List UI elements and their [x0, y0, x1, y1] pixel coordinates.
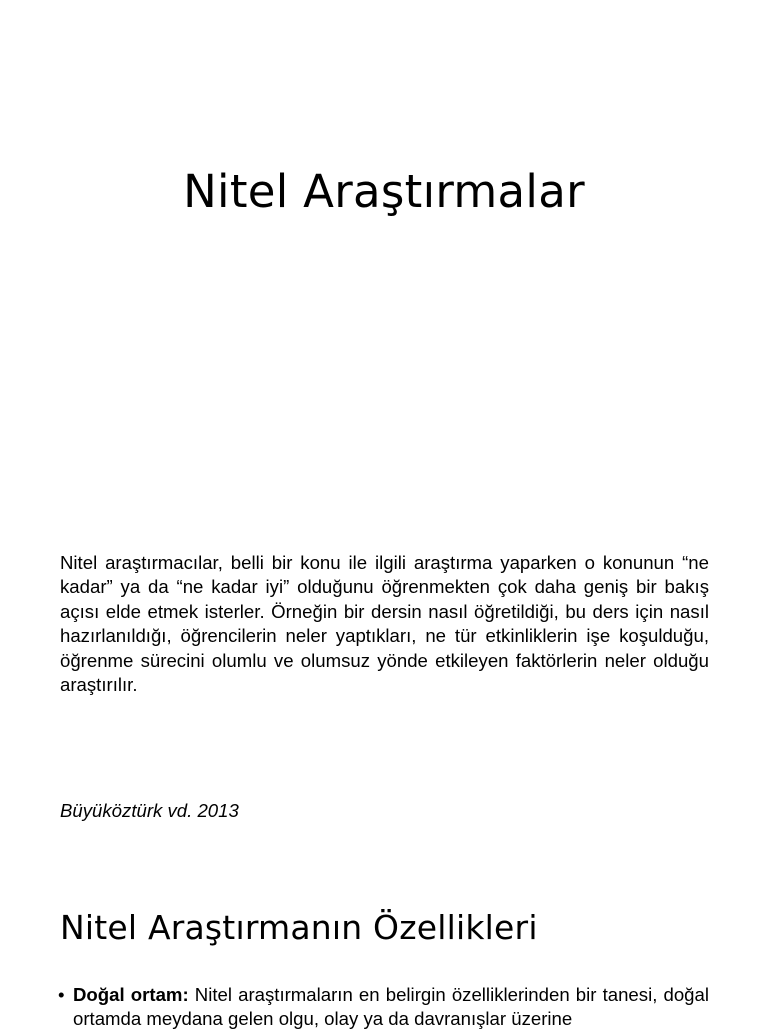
- bullet-term: Doğal ortam:: [73, 984, 189, 1005]
- bullet-item: [58, 983, 709, 1032]
- section-heading: Nitel Araştırmanın Özellikleri: [60, 908, 538, 947]
- bullet-list: [58, 983, 709, 1032]
- slide-title: Nitel Araştırmalar: [183, 165, 585, 218]
- citation: Büyüköztürk vd. 2013: [60, 800, 239, 821]
- bullet-text: Nitel araştırmaların en belirgin özelliklerinden bir tanesi, doğal ortamda meydana gelen olgu, olay ya da davranışlar üzerine: [73, 984, 709, 1030]
- body-paragraph: Nitel araştırmacılar, belli bir konu ile ilgili araştırma yaparken o konunun “ne kadar” ya da “ne kadar iyi” olduğunu öğrenmekten çok daha geniş bir bakış açısı elde etmek isterler. Örneğin bir dersin nasıl öğretildiği, bu ders için nasıl hazırlanıldığı, öğrencilerin neler yaptıkları, ne tür etkinliklerin işe koşulduğu, öğrenme sürecini olumlu ve olumsuz yönde etkileyen faktörlerin neler olduğu araştırılır.: [60, 552, 709, 696]
- bullet-dot-icon: •: [58, 984, 65, 1005]
